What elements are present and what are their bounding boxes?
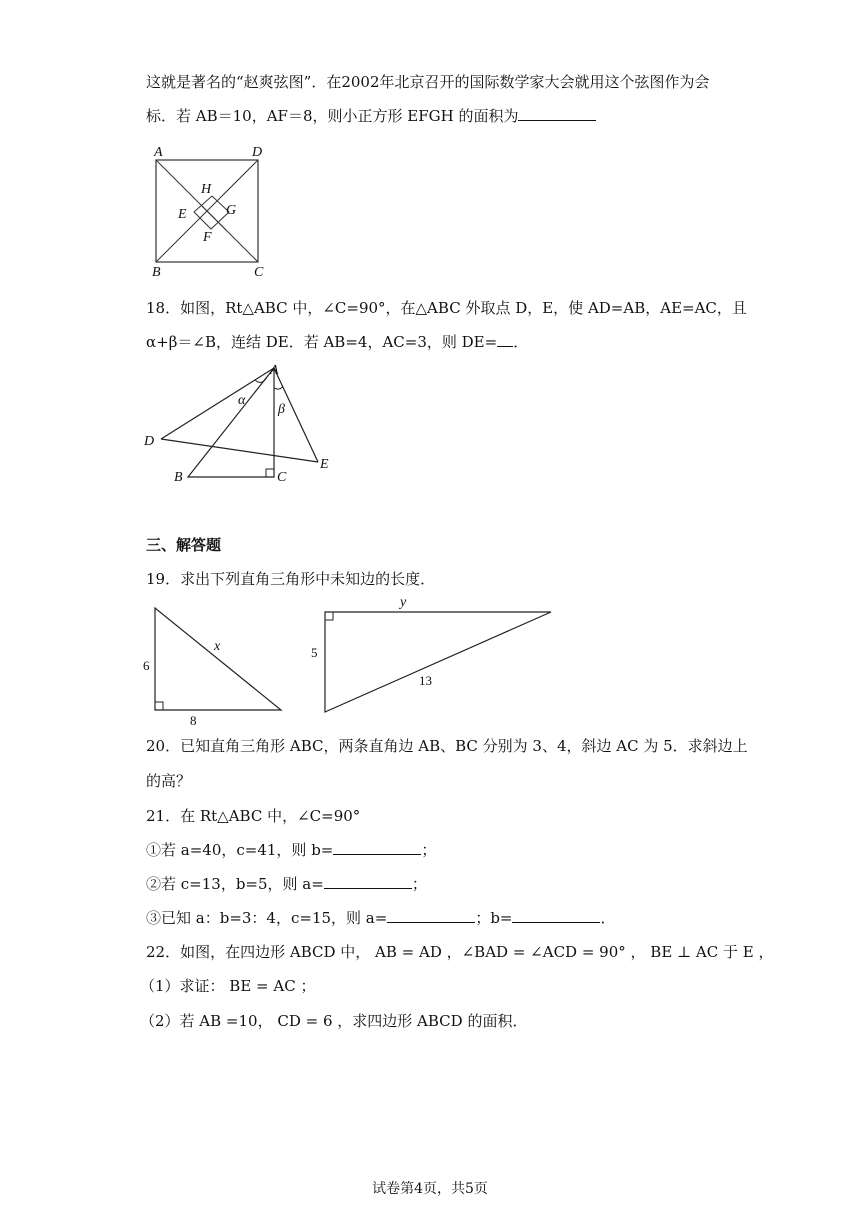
fig17-label-B: B bbox=[152, 265, 161, 280]
q21-part1-text: ①若 a=40，c=41，则 b= bbox=[146, 841, 334, 859]
q17-text-line1: 这就是著名的“赵爽弦图”．在2002年北京召开的国际数学家大会就用这个弦图作为会 bbox=[146, 73, 710, 91]
q22-part2: （2）若 AB =10， CD = 6 ，求四边形 ABCD 的面积． bbox=[140, 1012, 528, 1030]
q21-part3-text: ③已知 a：b=3：4，c=15，则 a= bbox=[146, 909, 388, 927]
fig17-label-G: G bbox=[226, 203, 237, 218]
fig19-label-5: 5 bbox=[311, 645, 318, 660]
q18-text-line2 bbox=[146, 331, 528, 353]
fig18-label-D: D bbox=[144, 434, 155, 449]
fig17-label-E: E bbox=[178, 207, 187, 222]
fig18-label-beta: β bbox=[278, 402, 285, 417]
fig17-label-F: F bbox=[203, 230, 212, 245]
fig19-label-6: 6 bbox=[143, 658, 150, 673]
q21-part1 bbox=[146, 839, 436, 861]
q19-text: 19．求出下列直角三角形中未知边的长度． bbox=[146, 570, 436, 588]
q21-part3-end: ． bbox=[600, 909, 616, 927]
fig17-label-H: H bbox=[201, 182, 212, 197]
fig18-label-A: A bbox=[270, 363, 279, 378]
fig17-label-C: C bbox=[254, 265, 264, 280]
q22-part1: （1）求证： BE = AC ； bbox=[140, 977, 316, 995]
q17-question: 标．若 AB＝10，AF＝8，则小正方形 EFGH 的面积为 bbox=[146, 107, 519, 125]
q20-text-line2: 的高？ bbox=[146, 772, 192, 790]
q21-part3-mid: ；b= bbox=[475, 909, 513, 927]
q21-part3-blank-a[interactable] bbox=[387, 908, 475, 923]
q21-part1-blank[interactable] bbox=[333, 840, 421, 855]
q22-text: 22．如图，在四边形 ABCD 中， AB = AD ，∠BAD = ∠ACD = 90° ， BE ⊥ AC 于 E ， bbox=[146, 943, 774, 961]
fig19-label-y: y bbox=[400, 595, 407, 610]
q21-part2-text: ②若 c=13，b=5，则 a= bbox=[146, 875, 324, 893]
q17-text-line2 bbox=[146, 105, 596, 127]
fig18-label-C: C bbox=[277, 470, 287, 485]
figure-q19-triangle-right bbox=[306, 594, 556, 718]
q21-part2-end: ； bbox=[411, 875, 427, 893]
q21-part1-end: ； bbox=[421, 841, 437, 859]
figure-zhao-shuang-diagram bbox=[140, 140, 280, 280]
q21-text: 21．在 Rt△ABC 中，∠C=90° bbox=[146, 807, 361, 825]
q18-text-line1: 18．如图，Rt△ABC 中，∠C=90°，在△ABC 外取点 D，E，使 AD=AB，AE=AC，且 bbox=[146, 299, 747, 317]
q21-part3-blank-b[interactable] bbox=[512, 908, 600, 923]
q18-end: ． bbox=[513, 333, 529, 351]
figure-q19-triangle-left bbox=[140, 602, 290, 728]
q18-answer-blank[interactable] bbox=[497, 332, 513, 347]
fig19-label-13: 13 bbox=[419, 673, 432, 688]
q20-text-line1: 20．已知直角三角形 ABC，两条直角边 AB、BC 分别为 3、4，斜边 AC 为 5．求斜边上 bbox=[146, 737, 748, 755]
q21-part2 bbox=[146, 873, 427, 895]
fig18-label-E: E bbox=[320, 457, 329, 472]
fig17-label-D: D bbox=[252, 145, 263, 160]
page-footer: 试卷第4页，共5页 bbox=[372, 1181, 488, 1197]
q21-part2-blank[interactable] bbox=[324, 874, 412, 889]
q21-part3 bbox=[146, 907, 616, 929]
fig19-label-8: 8 bbox=[190, 713, 197, 728]
q17-answer-blank[interactable] bbox=[518, 106, 596, 121]
q18-question: α+β＝∠B，连结 DE．若 AB=4，AC=3，则 DE= bbox=[146, 333, 498, 351]
fig18-label-B: B bbox=[174, 470, 183, 485]
section-title-answer-questions: 三、解答题 bbox=[146, 536, 222, 554]
fig19-label-x: x bbox=[214, 639, 221, 654]
fig18-label-alpha: α bbox=[238, 393, 246, 408]
figure-q18-triangles bbox=[140, 360, 340, 490]
fig17-label-A: A bbox=[154, 145, 163, 160]
